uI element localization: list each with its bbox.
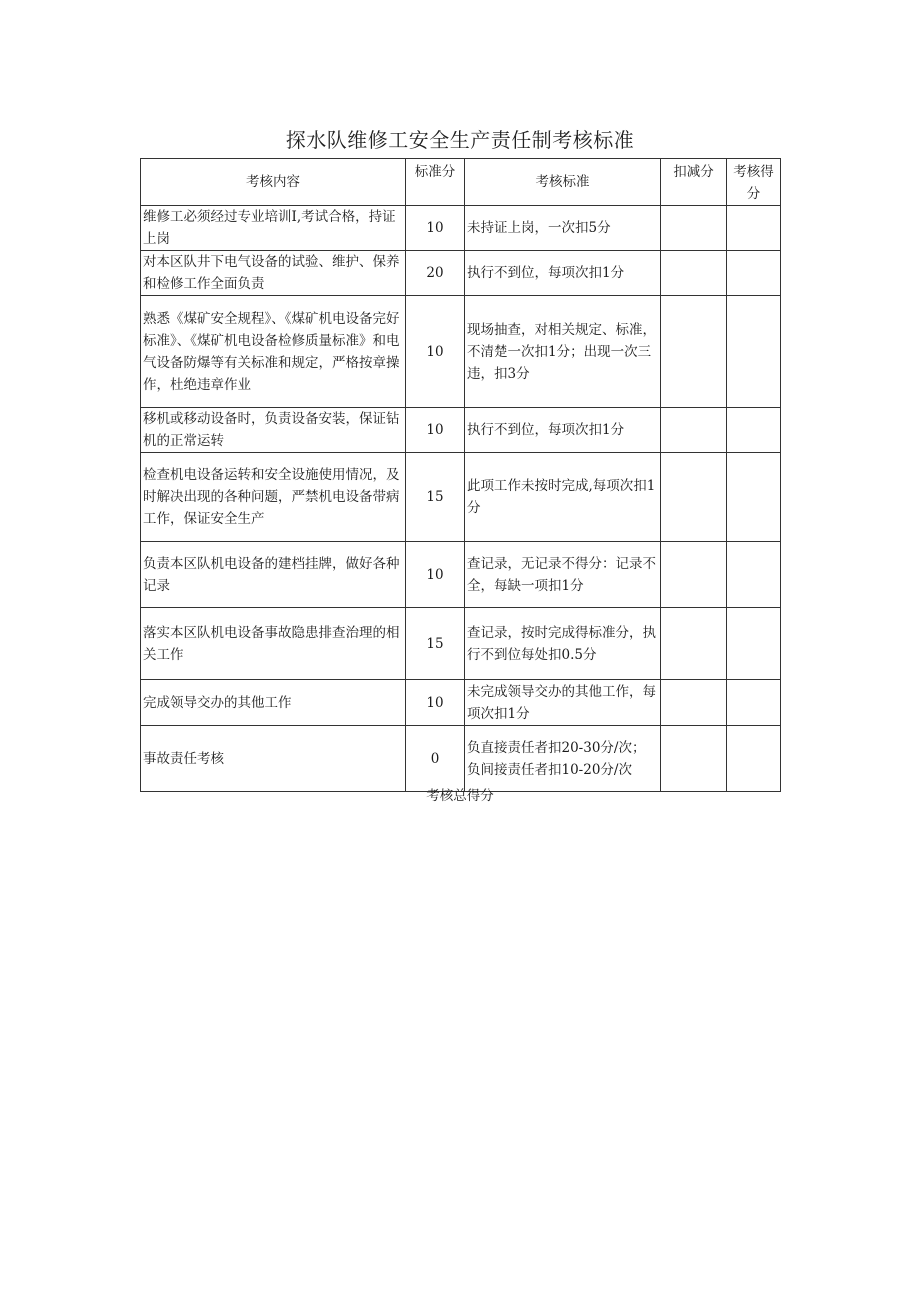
row-score-cell[interactable]: [727, 680, 781, 726]
table-row: [141, 608, 781, 680]
header-deduction: 扣减分: [661, 159, 727, 206]
row-standard-score: 15: [406, 608, 465, 680]
row-deduction-cell[interactable]: [661, 680, 727, 726]
row-criteria: 执行不到位，每项次扣1分: [465, 408, 661, 453]
header-criteria: 考核标准: [465, 159, 661, 206]
row-deduction-cell[interactable]: [661, 206, 727, 251]
table-row: [141, 453, 781, 542]
row-criteria: 未持证上岗，一次扣5分: [465, 206, 661, 251]
row-score-cell[interactable]: [727, 608, 781, 680]
row-criteria: 此项工作未按时完成,每项次扣1分: [465, 453, 661, 542]
document-title: 探水队维修工安全生产责任制考核标准: [285, 128, 635, 152]
row-standard-score: 10: [406, 680, 465, 726]
row-content: 移机或移动设备时，负责设备安装，保证钻机的正常运转: [141, 408, 406, 453]
row-criteria: 查记录，按时完成得标准分，执行不到位每处扣0.5分: [465, 608, 661, 680]
row-deduction-cell[interactable]: [661, 453, 727, 542]
row-score-cell[interactable]: [727, 453, 781, 542]
header-standard-score: 标准分: [406, 159, 465, 206]
row-criteria: 负直接责任者扣20-30分/次；负间接责任者扣10-20分/次: [465, 726, 661, 792]
row-criteria: 未完成领导交办的其他工作，每项次扣1分: [465, 680, 661, 726]
row-content: 完成领导交办的其他工作: [141, 680, 406, 726]
row-standard-score: 0: [406, 726, 465, 792]
row-deduction-cell[interactable]: [661, 608, 727, 680]
row-standard-score: 20: [406, 251, 465, 296]
row-standard-score: 10: [406, 542, 465, 608]
row-criteria: 执行不到位，每项次扣1分: [465, 251, 661, 296]
row-score-cell[interactable]: [727, 251, 781, 296]
table-row: [141, 726, 781, 792]
table-row: [141, 251, 781, 296]
row-standard-score: 10: [406, 296, 465, 408]
row-deduction-cell[interactable]: [661, 296, 727, 408]
row-score-cell[interactable]: [727, 408, 781, 453]
row-score-cell[interactable]: [727, 206, 781, 251]
row-score-cell[interactable]: [727, 542, 781, 608]
table-row: [141, 680, 781, 726]
table-row: [141, 296, 781, 408]
header-score: 考核得分: [727, 159, 781, 206]
assessment-table: [140, 158, 781, 792]
row-content: 落实本区队机电设备事故隐患排查治理的相关工作: [141, 608, 406, 680]
table-row: [141, 542, 781, 608]
row-content: 检查机电设备运转和安全设施使用情况，及时解决出现的各种问题，严禁机电设备带病工作，保证安全生产: [141, 453, 406, 542]
table-header-row: [141, 159, 781, 206]
row-deduction-cell[interactable]: [661, 408, 727, 453]
row-criteria: 现场抽查，对相关规定、标准，不清楚一次扣1分；出现一次三违，扣3分: [465, 296, 661, 408]
row-standard-score: 10: [406, 408, 465, 453]
table-row: [141, 206, 781, 251]
row-content: 熟悉《煤矿安全规程》、《煤矿机电设备完好标准》、《煤矿机电设备检修质量标准》和电气设备防爆等有关标准和规定，严格按章操作，杜绝违章作业: [141, 296, 406, 408]
row-criteria: 查记录，无记录不得分：记录不全，每缺一项扣1分: [465, 542, 661, 608]
row-standard-score: 10: [406, 206, 465, 251]
row-deduction-cell[interactable]: [661, 726, 727, 792]
row-score-cell[interactable]: [727, 726, 781, 792]
row-content: 对本区队井下电气设备的试验、维护、保养和检修工作全面负责: [141, 251, 406, 296]
header-content: 考核内容: [141, 159, 406, 206]
table-row: [141, 408, 781, 453]
row-content: 负责本区队机电设备的建档挂牌，做好各种记录: [141, 542, 406, 608]
total-score-label: 考核总得分: [426, 788, 494, 804]
row-content: 事故责任考核: [141, 726, 406, 792]
row-content: 维修工必须经过专业培训Ⅰ,考试合格，持证上岗: [141, 206, 406, 251]
row-deduction-cell[interactable]: [661, 542, 727, 608]
row-deduction-cell[interactable]: [661, 251, 727, 296]
row-score-cell[interactable]: [727, 296, 781, 408]
row-standard-score: 15: [406, 453, 465, 542]
